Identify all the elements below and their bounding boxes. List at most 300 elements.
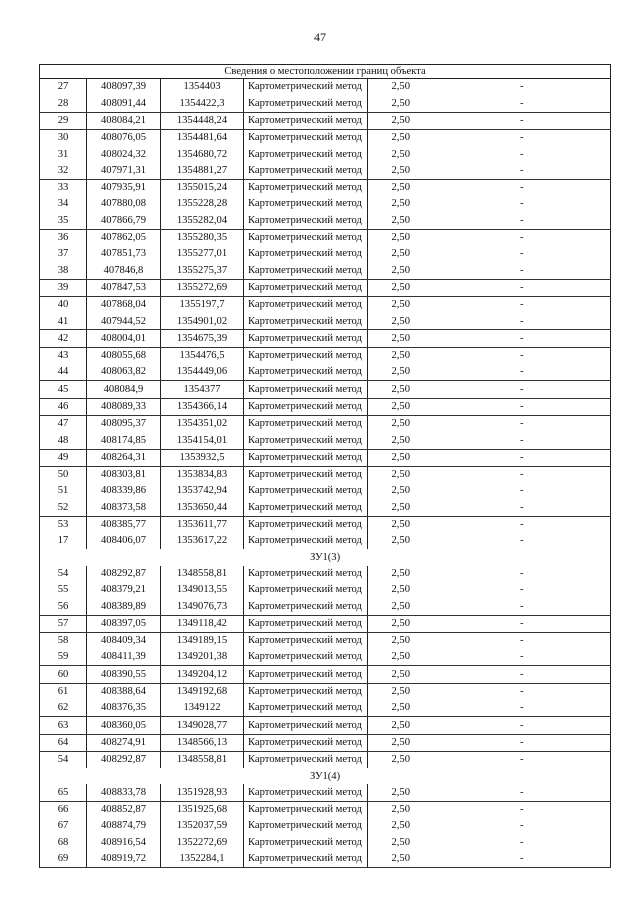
method-cell: Картометрический метод (244, 717, 368, 734)
y-coordinate-cell: 1354680,72 (161, 146, 244, 162)
point-number-cell: 33 (40, 179, 87, 196)
description-cell: - (434, 683, 611, 700)
method-cell: Картометрический метод (244, 432, 368, 449)
table-row (40, 649, 611, 666)
description-cell: - (434, 751, 611, 768)
description-cell: - (434, 398, 611, 415)
table-row (40, 246, 611, 262)
precision-cell: 2,50 (368, 666, 434, 683)
point-number-cell: 35 (40, 212, 87, 229)
x-coordinate-cell: 408397,05 (87, 615, 161, 632)
x-coordinate-cell: 408379,21 (87, 582, 161, 598)
table-row (40, 79, 611, 96)
table-row (40, 598, 611, 615)
y-coordinate-cell: 1352272,69 (161, 834, 244, 850)
y-coordinate-cell: 1349013,55 (161, 582, 244, 598)
table-row (40, 179, 611, 196)
method-cell: Картометрический метод (244, 784, 368, 801)
precision-cell: 2,50 (368, 415, 434, 432)
precision-cell: 2,50 (368, 79, 434, 96)
method-cell: Картометрический метод (244, 95, 368, 112)
precision-cell: 2,50 (368, 162, 434, 179)
table-header: Сведения о местоположении границ объекта (40, 65, 611, 79)
y-coordinate-cell: 1352284,1 (161, 851, 244, 868)
x-coordinate-cell: 407971,31 (87, 162, 161, 179)
method-cell: Картометрический метод (244, 79, 368, 96)
precision-cell: 2,50 (368, 499, 434, 516)
point-number-cell: 54 (40, 566, 87, 582)
table-row (40, 516, 611, 533)
precision-cell: 2,50 (368, 330, 434, 347)
precision-cell: 2,50 (368, 196, 434, 212)
table-row (40, 683, 611, 700)
table-row (40, 313, 611, 330)
point-number-cell: 43 (40, 347, 87, 364)
description-cell: - (434, 615, 611, 632)
y-coordinate-cell: 1355197,7 (161, 296, 244, 313)
precision-cell: 2,50 (368, 615, 434, 632)
point-number-cell: 39 (40, 279, 87, 296)
y-coordinate-cell: 1355228,28 (161, 196, 244, 212)
point-number-cell: 42 (40, 330, 87, 347)
x-coordinate-cell: 408055,68 (87, 347, 161, 364)
y-coordinate-cell: 1354449,06 (161, 364, 244, 381)
table-row (40, 449, 611, 466)
precision-cell: 2,50 (368, 466, 434, 483)
x-coordinate-cell: 408373,58 (87, 499, 161, 516)
description-cell: - (434, 566, 611, 582)
page-number: 47 (314, 30, 326, 44)
table-row (40, 398, 611, 415)
method-cell: Картометрический метод (244, 818, 368, 834)
method-cell: Картометрический метод (244, 700, 368, 717)
description-cell: - (434, 449, 611, 466)
method-cell: Картометрический метод (244, 615, 368, 632)
point-number-cell: 59 (40, 649, 87, 666)
x-coordinate-cell: 408174,85 (87, 432, 161, 449)
x-coordinate-cell: 408360,05 (87, 717, 161, 734)
x-coordinate-cell: 408076,05 (87, 129, 161, 146)
precision-cell: 2,50 (368, 582, 434, 598)
x-coordinate-cell: 408916,54 (87, 834, 161, 850)
x-coordinate-cell: 408385,77 (87, 516, 161, 533)
method-cell: Картометрический метод (244, 499, 368, 516)
method-cell: Картометрический метод (244, 582, 368, 598)
y-coordinate-cell: 1353611,77 (161, 516, 244, 533)
point-number-cell: 27 (40, 79, 87, 96)
table-row (40, 466, 611, 483)
y-coordinate-cell: 1349189,15 (161, 632, 244, 649)
method-cell: Картометрический метод (244, 196, 368, 212)
point-number-cell: 65 (40, 784, 87, 801)
description-cell: - (434, 499, 611, 516)
y-coordinate-cell: 1348566,13 (161, 734, 244, 751)
description-cell: - (434, 129, 611, 146)
description-cell: - (434, 466, 611, 483)
description-cell: - (434, 262, 611, 279)
y-coordinate-cell: 1354476,5 (161, 347, 244, 364)
x-coordinate-cell: 408388,64 (87, 683, 161, 700)
precision-cell: 2,50 (368, 751, 434, 768)
y-coordinate-cell: 1349118,42 (161, 615, 244, 632)
y-coordinate-cell: 1349122 (161, 700, 244, 717)
point-number-cell: 37 (40, 246, 87, 262)
x-coordinate-cell: 408874,79 (87, 818, 161, 834)
table-row (40, 162, 611, 179)
y-coordinate-cell: 1354154,01 (161, 432, 244, 449)
precision-cell: 2,50 (368, 381, 434, 398)
method-cell: Картометрический метод (244, 364, 368, 381)
description-cell: - (434, 483, 611, 499)
x-coordinate-cell: 408409,34 (87, 632, 161, 649)
method-cell: Картометрический метод (244, 229, 368, 246)
description-cell: - (434, 313, 611, 330)
method-cell: Картометрический метод (244, 347, 368, 364)
method-cell: Картометрический метод (244, 666, 368, 683)
table-row (40, 262, 611, 279)
table-row (40, 279, 611, 296)
table-row (40, 818, 611, 834)
point-number-cell: 40 (40, 296, 87, 313)
y-coordinate-cell: 1354366,14 (161, 398, 244, 415)
point-number-cell: 53 (40, 516, 87, 533)
point-number-cell: 60 (40, 666, 87, 683)
x-coordinate-cell: 407866,79 (87, 212, 161, 229)
y-coordinate-cell: 1353932,5 (161, 449, 244, 466)
boundary-coordinates-table (39, 64, 611, 868)
method-cell: Картометрический метод (244, 632, 368, 649)
point-number-cell: 45 (40, 381, 87, 398)
precision-cell: 2,50 (368, 700, 434, 717)
description-cell: - (434, 717, 611, 734)
x-coordinate-cell: 407868,04 (87, 296, 161, 313)
y-coordinate-cell: 1355280,35 (161, 229, 244, 246)
precision-cell: 2,50 (368, 483, 434, 499)
y-coordinate-cell: 1353742,94 (161, 483, 244, 499)
x-coordinate-cell: 408097,39 (87, 79, 161, 96)
section-heading-row (40, 549, 611, 565)
x-coordinate-cell: 408292,87 (87, 751, 161, 768)
table-row (40, 212, 611, 229)
point-number-cell: 69 (40, 851, 87, 868)
description-cell: - (434, 146, 611, 162)
method-cell: Картометрический метод (244, 683, 368, 700)
precision-cell: 2,50 (368, 432, 434, 449)
table-row (40, 432, 611, 449)
description-cell: - (434, 79, 611, 96)
table-row (40, 347, 611, 364)
section-title: ЗУ1(3) (40, 549, 611, 565)
y-coordinate-cell: 1355277,01 (161, 246, 244, 262)
y-coordinate-cell: 1354422,3 (161, 95, 244, 112)
method-cell: Картометрический метод (244, 112, 368, 129)
method-cell: Картометрический метод (244, 449, 368, 466)
method-cell: Картометрический метод (244, 466, 368, 483)
x-coordinate-cell: 408024,32 (87, 146, 161, 162)
method-cell: Картометрический метод (244, 129, 368, 146)
method-cell: Картометрический метод (244, 834, 368, 850)
x-coordinate-cell: 407847,53 (87, 279, 161, 296)
method-cell: Картометрический метод (244, 146, 368, 162)
description-cell: - (434, 196, 611, 212)
precision-cell: 2,50 (368, 683, 434, 700)
point-number-cell: 34 (40, 196, 87, 212)
method-cell: Картометрический метод (244, 751, 368, 768)
x-coordinate-cell: 407935,91 (87, 179, 161, 196)
point-number-cell: 47 (40, 415, 87, 432)
method-cell: Картометрический метод (244, 212, 368, 229)
table-row (40, 95, 611, 112)
point-number-cell: 55 (40, 582, 87, 598)
table-row (40, 196, 611, 212)
method-cell: Картометрический метод (244, 566, 368, 582)
precision-cell: 2,50 (368, 834, 434, 850)
point-number-cell: 48 (40, 432, 87, 449)
description-cell: - (434, 700, 611, 717)
y-coordinate-cell: 1354881,27 (161, 162, 244, 179)
description-cell: - (434, 801, 611, 818)
point-number-cell: 50 (40, 466, 87, 483)
precision-cell: 2,50 (368, 516, 434, 533)
table-row (40, 381, 611, 398)
x-coordinate-cell: 407880,08 (87, 196, 161, 212)
precision-cell: 2,50 (368, 398, 434, 415)
method-cell: Картометрический метод (244, 649, 368, 666)
table-row (40, 112, 611, 129)
x-coordinate-cell: 408292,87 (87, 566, 161, 582)
precision-cell: 2,50 (368, 566, 434, 582)
y-coordinate-cell: 1354377 (161, 381, 244, 398)
table-row (40, 483, 611, 499)
method-cell: Картометрический метод (244, 734, 368, 751)
table-row (40, 229, 611, 246)
y-coordinate-cell: 1348558,81 (161, 751, 244, 768)
x-coordinate-cell: 408833,78 (87, 784, 161, 801)
description-cell: - (434, 330, 611, 347)
description-cell: - (434, 582, 611, 598)
method-cell: Картометрический метод (244, 851, 368, 868)
table-row (40, 632, 611, 649)
point-number-cell: 52 (40, 499, 87, 516)
precision-cell: 2,50 (368, 179, 434, 196)
point-number-cell: 17 (40, 533, 87, 549)
method-cell: Картометрический метод (244, 296, 368, 313)
precision-cell: 2,50 (368, 598, 434, 615)
table-row (40, 615, 611, 632)
table-row (40, 851, 611, 868)
precision-cell: 2,50 (368, 95, 434, 112)
description-cell: - (434, 533, 611, 549)
table-header-row (40, 65, 611, 79)
precision-cell: 2,50 (368, 313, 434, 330)
point-number-cell: 32 (40, 162, 87, 179)
description-cell: - (434, 279, 611, 296)
description-cell: - (434, 516, 611, 533)
x-coordinate-cell: 407851,73 (87, 246, 161, 262)
table-row (40, 566, 611, 582)
description-cell: - (434, 229, 611, 246)
precision-cell: 2,50 (368, 533, 434, 549)
point-number-cell: 51 (40, 483, 87, 499)
description-cell: - (434, 432, 611, 449)
x-coordinate-cell: 407862,05 (87, 229, 161, 246)
x-coordinate-cell: 408303,81 (87, 466, 161, 483)
table-row (40, 734, 611, 751)
x-coordinate-cell: 408264,31 (87, 449, 161, 466)
point-number-cell: 30 (40, 129, 87, 146)
description-cell: - (434, 162, 611, 179)
table-row (40, 784, 611, 801)
point-number-cell: 67 (40, 818, 87, 834)
precision-cell: 2,50 (368, 632, 434, 649)
point-number-cell: 58 (40, 632, 87, 649)
point-number-cell: 54 (40, 751, 87, 768)
y-coordinate-cell: 1348558,81 (161, 566, 244, 582)
table-row (40, 834, 611, 850)
method-cell: Картометрический метод (244, 162, 368, 179)
y-coordinate-cell: 1354403 (161, 79, 244, 96)
description-cell: - (434, 212, 611, 229)
point-number-cell: 31 (40, 146, 87, 162)
precision-cell: 2,50 (368, 717, 434, 734)
y-coordinate-cell: 1352037,59 (161, 818, 244, 834)
description-cell: - (434, 347, 611, 364)
x-coordinate-cell: 408063,82 (87, 364, 161, 381)
y-coordinate-cell: 1355272,69 (161, 279, 244, 296)
y-coordinate-cell: 1354675,39 (161, 330, 244, 347)
table-row (40, 296, 611, 313)
y-coordinate-cell: 1353617,22 (161, 533, 244, 549)
point-number-cell: 41 (40, 313, 87, 330)
method-cell: Картометрический метод (244, 398, 368, 415)
precision-cell: 2,50 (368, 229, 434, 246)
y-coordinate-cell: 1351928,93 (161, 784, 244, 801)
table-row (40, 801, 611, 818)
table-row (40, 499, 611, 516)
x-coordinate-cell: 408376,35 (87, 700, 161, 717)
y-coordinate-cell: 1349076,73 (161, 598, 244, 615)
description-cell: - (434, 598, 611, 615)
x-coordinate-cell: 408406,07 (87, 533, 161, 549)
description-cell: - (434, 649, 611, 666)
table-row (40, 533, 611, 549)
y-coordinate-cell: 1349201,38 (161, 649, 244, 666)
point-number-cell: 66 (40, 801, 87, 818)
point-number-cell: 63 (40, 717, 87, 734)
table-row (40, 415, 611, 432)
precision-cell: 2,50 (368, 801, 434, 818)
y-coordinate-cell: 1354448,24 (161, 112, 244, 129)
method-cell: Картометрический метод (244, 801, 368, 818)
y-coordinate-cell: 1349204,12 (161, 666, 244, 683)
precision-cell: 2,50 (368, 449, 434, 466)
precision-cell: 2,50 (368, 784, 434, 801)
description-cell: - (434, 632, 611, 649)
precision-cell: 2,50 (368, 818, 434, 834)
point-number-cell: 38 (40, 262, 87, 279)
description-cell: - (434, 666, 611, 683)
table-row (40, 364, 611, 381)
precision-cell: 2,50 (368, 146, 434, 162)
table-row (40, 146, 611, 162)
point-number-cell: 29 (40, 112, 87, 129)
precision-cell: 2,50 (368, 246, 434, 262)
precision-cell: 2,50 (368, 262, 434, 279)
description-cell: - (434, 246, 611, 262)
y-coordinate-cell: 1349192,68 (161, 683, 244, 700)
section-title: ЗУ1(4) (40, 768, 611, 784)
method-cell: Картометрический метод (244, 483, 368, 499)
x-coordinate-cell: 407944,52 (87, 313, 161, 330)
section-heading-row (40, 768, 611, 784)
precision-cell: 2,50 (368, 212, 434, 229)
table-row (40, 717, 611, 734)
description-cell: - (434, 296, 611, 313)
description-cell: - (434, 851, 611, 868)
y-coordinate-cell: 1355015,24 (161, 179, 244, 196)
y-coordinate-cell: 1353650,44 (161, 499, 244, 516)
x-coordinate-cell: 408091,44 (87, 95, 161, 112)
y-coordinate-cell: 1354481,64 (161, 129, 244, 146)
table-row (40, 700, 611, 717)
description-cell: - (434, 179, 611, 196)
x-coordinate-cell: 407846,8 (87, 262, 161, 279)
method-cell: Картометрический метод (244, 415, 368, 432)
method-cell: Картометрический метод (244, 246, 368, 262)
point-number-cell: 56 (40, 598, 87, 615)
description-cell: - (434, 364, 611, 381)
description-cell: - (434, 381, 611, 398)
precision-cell: 2,50 (368, 112, 434, 129)
point-number-cell: 68 (40, 834, 87, 850)
description-cell: - (434, 95, 611, 112)
x-coordinate-cell: 408411,39 (87, 649, 161, 666)
y-coordinate-cell: 1354351,02 (161, 415, 244, 432)
precision-cell: 2,50 (368, 734, 434, 751)
description-cell: - (434, 834, 611, 850)
point-number-cell: 49 (40, 449, 87, 466)
method-cell: Картометрический метод (244, 533, 368, 549)
method-cell: Картометрический метод (244, 279, 368, 296)
x-coordinate-cell: 408919,72 (87, 851, 161, 868)
x-coordinate-cell: 408852,87 (87, 801, 161, 818)
method-cell: Картометрический метод (244, 313, 368, 330)
y-coordinate-cell: 1354901,02 (161, 313, 244, 330)
method-cell: Картометрический метод (244, 262, 368, 279)
method-cell: Картометрический метод (244, 516, 368, 533)
point-number-cell: 28 (40, 95, 87, 112)
point-number-cell: 44 (40, 364, 87, 381)
x-coordinate-cell: 408089,33 (87, 398, 161, 415)
point-number-cell: 57 (40, 615, 87, 632)
method-cell: Картометрический метод (244, 179, 368, 196)
precision-cell: 2,50 (368, 347, 434, 364)
x-coordinate-cell: 408389,89 (87, 598, 161, 615)
precision-cell: 2,50 (368, 296, 434, 313)
table-row (40, 129, 611, 146)
x-coordinate-cell: 408084,21 (87, 112, 161, 129)
precision-cell: 2,50 (368, 129, 434, 146)
description-cell: - (434, 734, 611, 751)
point-number-cell: 61 (40, 683, 87, 700)
y-coordinate-cell: 1349028,77 (161, 717, 244, 734)
description-cell: - (434, 112, 611, 129)
point-number-cell: 46 (40, 398, 87, 415)
method-cell: Картометрический метод (244, 330, 368, 347)
y-coordinate-cell: 1355275,37 (161, 262, 244, 279)
y-coordinate-cell: 1353834,83 (161, 466, 244, 483)
point-number-cell: 62 (40, 700, 87, 717)
